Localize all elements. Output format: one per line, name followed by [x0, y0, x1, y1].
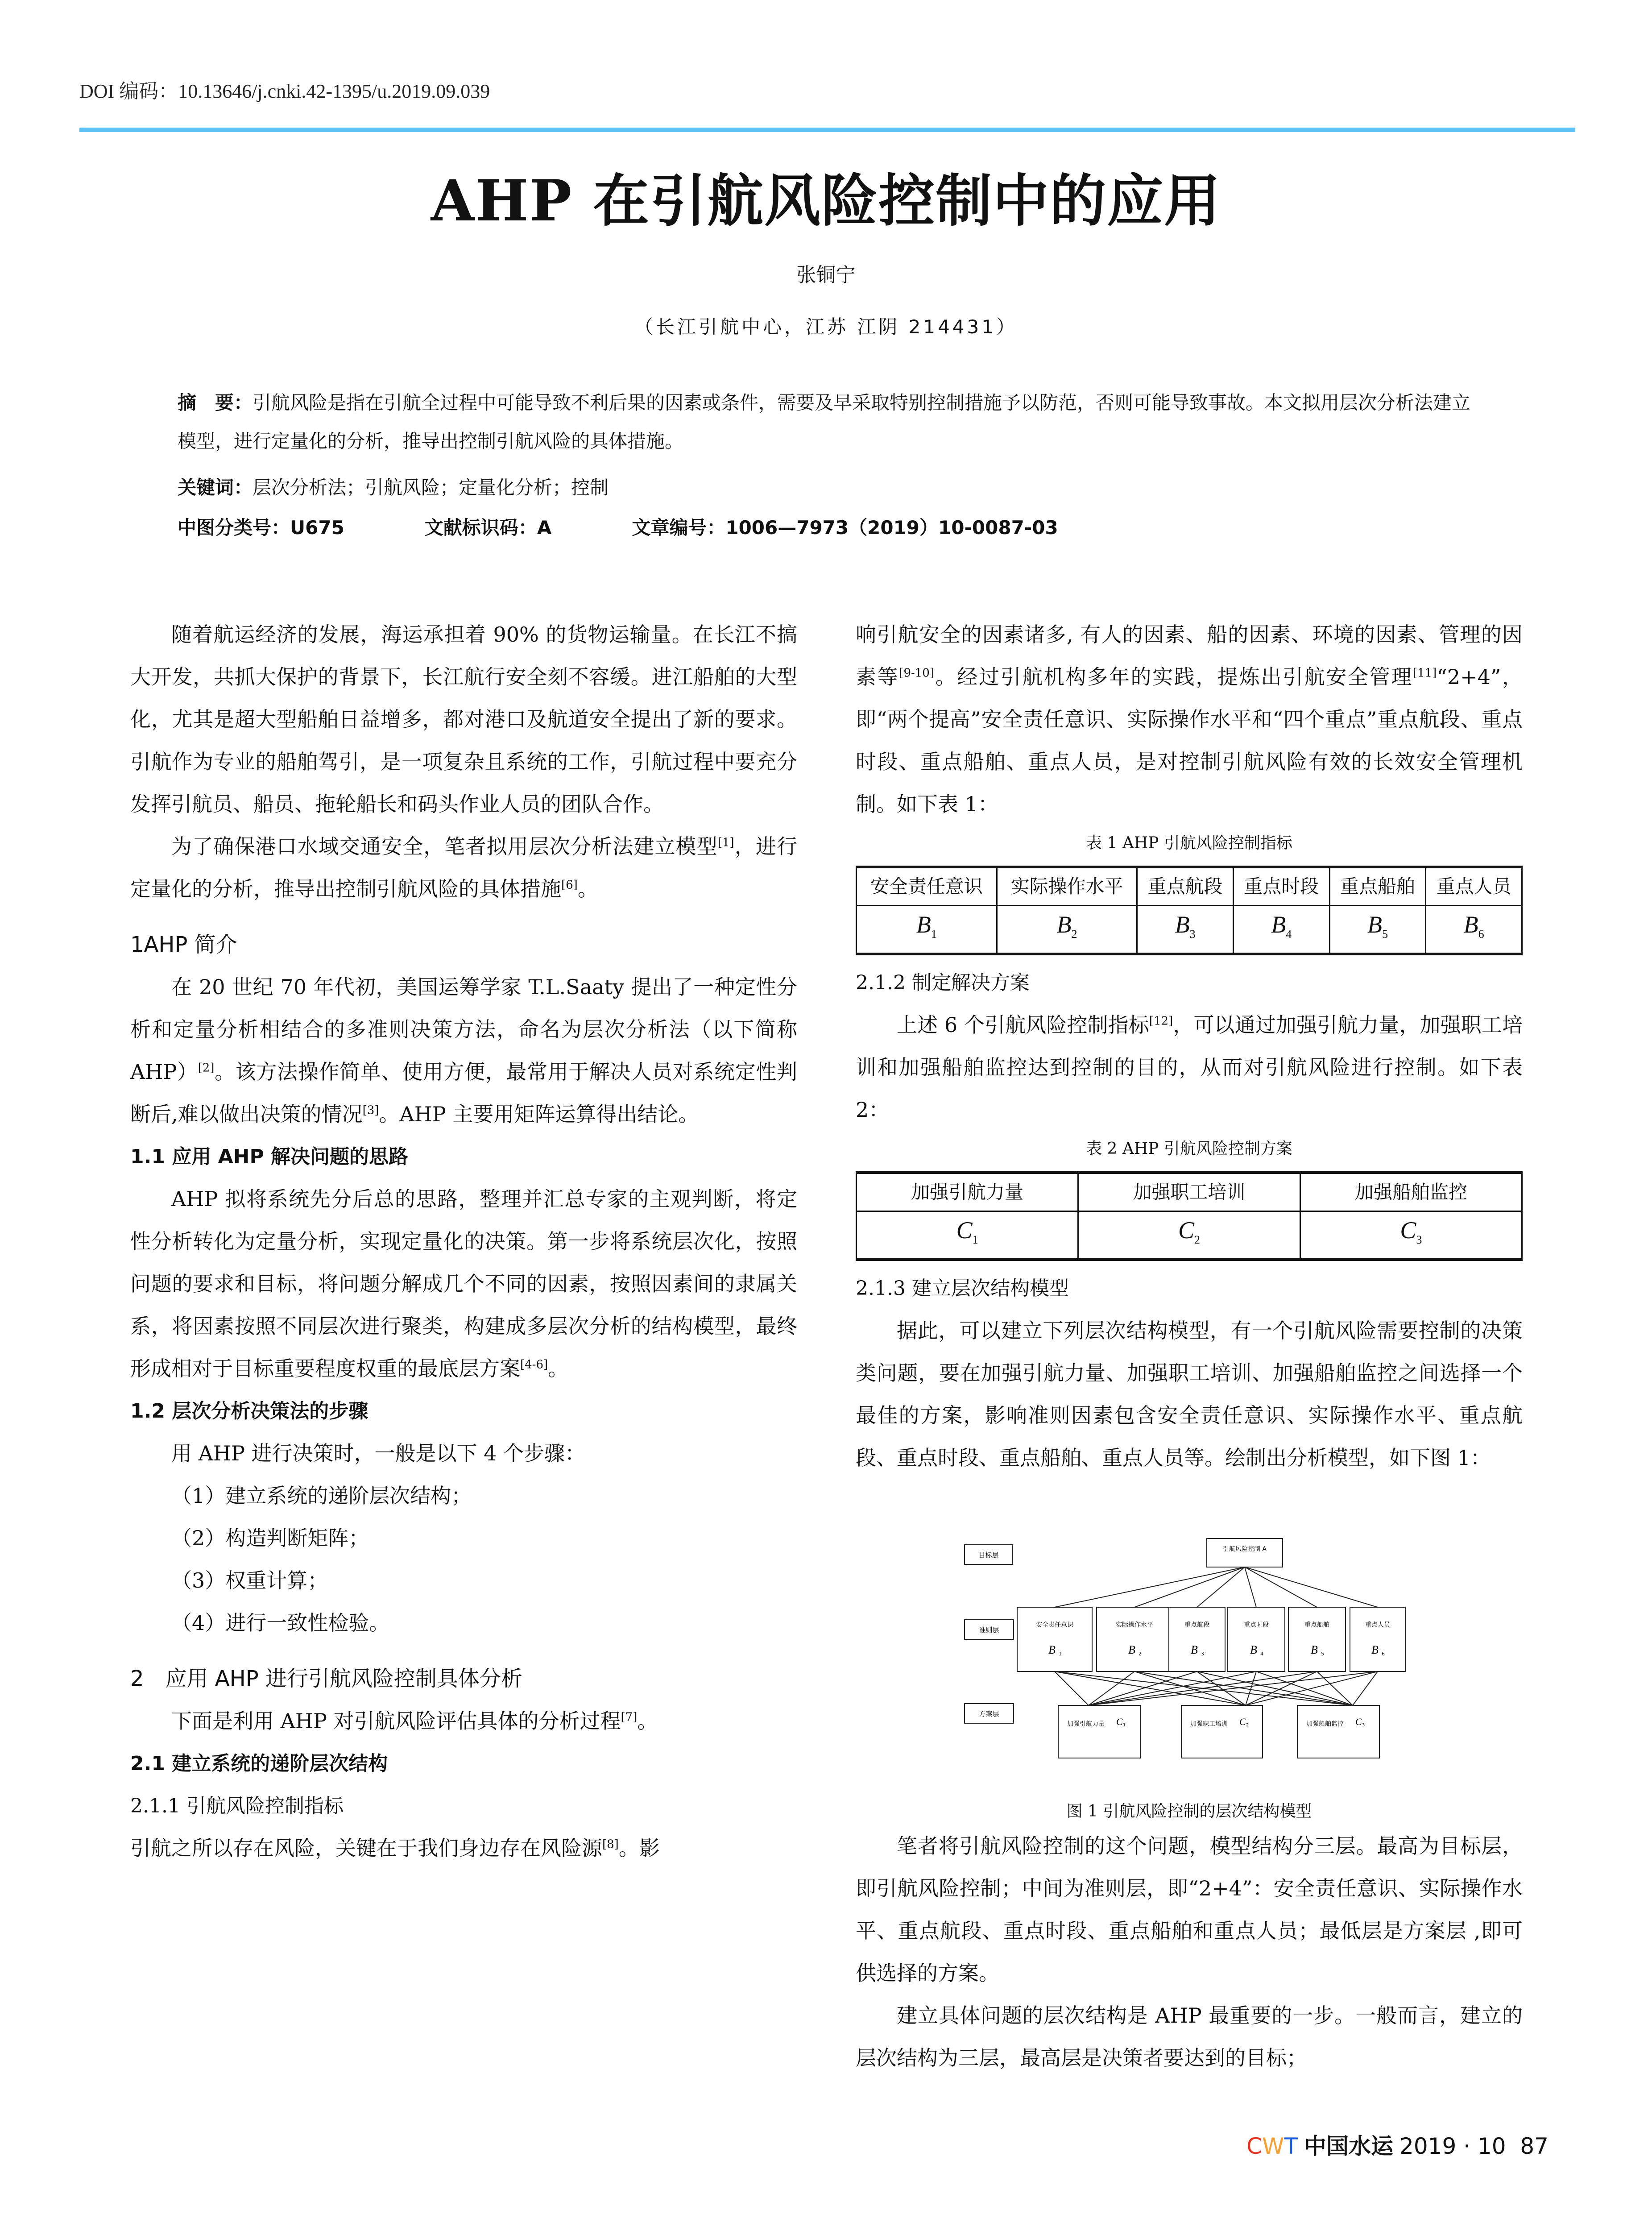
abstract-text: 引航风险是指在引航全过程中可能导致不利后果的因素或条件，需要及早采取特别控制措施予以防范，否则可能导致事故。本文拟用层次分析法建立模型，进行定量化的分析，推导出控制引航风险的具体措施。 [178, 392, 1471, 452]
section-1-2-intro: 用 AHP 进行决策时，一般是以下 4 个步骤： [171, 1441, 586, 1465]
table-cell: 重点航段 [1137, 867, 1234, 906]
criteria-nodes [1017, 1607, 1405, 1671]
criterion-node [1350, 1607, 1405, 1671]
text: ，进行定量化的分析，推导出控制引航风险的具体措施 [130, 834, 798, 901]
header-rule [79, 128, 1575, 132]
criterion-label: 重点船舶 [1304, 1621, 1329, 1629]
issue: 2019 · 10 [1399, 2133, 1506, 2159]
citation-ref[interactable]: [4-6] [520, 1358, 548, 1372]
section-2-heading: 2 应用 AHP 进行引航风险控制具体分析 [130, 1666, 522, 1691]
journal-name: 中国水运 [1304, 2133, 1394, 2159]
criterion-subscript: 4 [1260, 1651, 1263, 1657]
table-1-caption: 表 1 AHP 引航风险控制指标 [1086, 834, 1292, 852]
logo-letter-w: W [1262, 2133, 1284, 2159]
intro-paragraph-2 [130, 825, 797, 910]
citation-ref[interactable]: [8] [602, 1837, 619, 1851]
table-cell [1329, 906, 1426, 954]
criterion-symbol: B [1250, 1643, 1257, 1656]
section-1-2-heading: 1.2 层次分析决策法的步骤 [130, 1400, 368, 1422]
section-2-1-1-paragraph [130, 1827, 797, 1870]
table-cell: 重点船舶 [1329, 867, 1426, 906]
criterion-node [1288, 1607, 1346, 1671]
text: 响引航安全的因素诸多, 有人的因素、船的因素、环境的因素、管理的因素等 [856, 622, 1523, 689]
text: 。影 [618, 1836, 660, 1860]
symbol: B [916, 911, 931, 938]
article-title: AHP 在引航风险控制中的应用 [431, 168, 1221, 234]
table-cell: 重点时段 [1233, 867, 1329, 906]
abstract-label: 摘 要： [178, 392, 253, 414]
criterion-label: 重点时段 [1244, 1621, 1269, 1629]
subscript: 6 [1478, 927, 1484, 941]
citation-ref[interactable]: [3] [362, 1103, 379, 1117]
criterion-label: 安全责任意识 [1036, 1621, 1073, 1629]
criterion-alternative-edge [1134, 1671, 1353, 1705]
text: 。AHP 主要用矩阵运算得出结论。 [379, 1102, 699, 1126]
text: 。经过引航机构多年的实践，提炼出引航安全管理 [934, 665, 1413, 689]
table-row [857, 906, 1522, 954]
doi-value[interactable]: 10.13646/j.cnki.42-1395/u.2019.09.039 [178, 80, 490, 102]
citation-ref[interactable]: [9-10] [899, 666, 934, 680]
citation-ref[interactable]: [6] [561, 878, 578, 892]
text: 。 [637, 1709, 658, 1733]
criterion-label: 重点人员 [1365, 1621, 1390, 1629]
text: 上述 6 个引航风险控制指标 [897, 1012, 1149, 1037]
criterion-alternative-edge [1197, 1671, 1353, 1705]
text: ，可以通过加强引航力量，加强职工培训和加强船舶监控达到控制的目的，从而对引航风险进行控制。如下表 2： [856, 1012, 1523, 1122]
alternative-subscript: 2 [1246, 1723, 1249, 1728]
criterion-node [1017, 1607, 1092, 1671]
logo-letter-t: T [1284, 2133, 1298, 2159]
doc-code-value: A [537, 517, 552, 539]
section-2-1-heading: 2.1 建立系统的递阶层次结构 [130, 1752, 388, 1775]
alternative-label: 加强船舶监控 [1306, 1721, 1344, 1728]
text: “2+4”，即“两个提高”安全责任意识、实际操作水平和“四个重点”重点航段、重点时段、重点船舶、重点人员，是对控制引航风险有效的长效安全管理机制。如下表 1： [856, 665, 1523, 816]
alternative-nodes [1058, 1705, 1379, 1758]
table-cell [857, 906, 997, 954]
table-header-row [857, 867, 1522, 906]
alternative-symbol: C [1116, 1716, 1123, 1727]
alternative-node [1181, 1705, 1263, 1758]
layer-label-alternatives: 方案层 [979, 1710, 999, 1718]
step-item: （2）构造判断矩阵； [171, 1526, 369, 1550]
subscript: 3 [1189, 927, 1196, 941]
table-cell [1078, 1211, 1300, 1259]
text: 为了确保港口水域交通安全，笔者拟用层次分析法建立模型 [171, 834, 718, 858]
section-2-1-2-heading: 2.1.2 制定解决方案 [856, 971, 1030, 994]
abstract [178, 384, 1489, 460]
section-1-1-heading: 1.1 应用 AHP 解决问题的思路 [130, 1145, 409, 1168]
goal-criterion-edge [1055, 1567, 1245, 1607]
section-2-1-2-paragraph [856, 1004, 1523, 1131]
doi-line [79, 75, 490, 104]
criterion-node [1169, 1607, 1225, 1671]
subscript: 1 [931, 927, 937, 941]
logo-letter-c: C [1246, 2133, 1263, 2159]
keywords [178, 469, 1489, 507]
text: AHP 拟将系统先分后总的思路，整理并汇总专家的主观判断，将定性分析转化为定量分析，实现定量化的决策。第一步将系统层次化，按照问题的要求和目标，将问题分解成几个不同的因素，按照因素间的隶属关系，将因素按照不同层次进行聚类，构建成多层次分析的结构模型，最终形成相对于目标重要程度权重的最底层方案 [130, 1187, 797, 1381]
table-1 [856, 866, 1523, 955]
symbol: B [1175, 911, 1190, 938]
goal-criterion-edge [1245, 1567, 1317, 1607]
table-2 [856, 1171, 1523, 1261]
alternative-node [1058, 1705, 1140, 1758]
step-item: （3）权重计算； [171, 1568, 328, 1592]
step-item: （1）建立系统的递阶层次结构； [171, 1484, 472, 1508]
section-2-1-3-paragraph: 据此，可以建立下列层次结构模型，有一个引航风险需要控制的决策类问题，要在加强引航力量、加强职工培训、加强船舶监控之间选择一个最佳的方案，影响准则因素包含安全责任意识、实际操作水平、重点航段、重点时段、重点船舶、重点人员等。绘制出分析模型，如下图 1： [856, 1318, 1523, 1470]
criterion-label: 重点航段 [1184, 1621, 1209, 1629]
clc-value: U675 [290, 517, 344, 539]
page-number: 87 [1520, 2133, 1548, 2159]
criterion-symbol: B [1371, 1643, 1379, 1656]
table-cell: 加强船舶监控 [1300, 1173, 1522, 1211]
alternative-node [1297, 1705, 1379, 1758]
alternative-symbol: C [1239, 1716, 1246, 1727]
left-column [130, 614, 797, 1870]
text: 。 [548, 1356, 569, 1381]
criterion-subscript: 1 [1059, 1651, 1062, 1657]
clc-label: 中图分类号： [178, 517, 290, 539]
criterion-symbol: B [1048, 1643, 1056, 1656]
hierarchy-diagram [955, 1530, 1419, 1762]
doc-code-label: 文献标识码： [424, 517, 537, 539]
text: 。 [577, 877, 598, 901]
figure-1-caption: 图 1 引航风险控制的层次结构模型 [1066, 1802, 1312, 1820]
table-cell [997, 906, 1137, 954]
right-column [856, 614, 1523, 1479]
citation-ref[interactable]: [1] [717, 836, 734, 850]
goal-criterion-edge [1245, 1567, 1256, 1607]
layer-label-goal: 目标层 [978, 1551, 999, 1559]
section-2-paragraph [130, 1700, 797, 1742]
text: 。该方法操作简单、使用方便，最常用于解决人员对系统定性判断后,难以做出决策的情况 [130, 1060, 798, 1126]
section-1-paragraph [130, 966, 797, 1136]
goal-node [1207, 1538, 1283, 1567]
criterion-symbol: B [1191, 1643, 1198, 1656]
subscript: 4 [1286, 927, 1292, 941]
subscript: 2 [1071, 927, 1077, 941]
goal-label: 引航风险控制 A [1222, 1546, 1267, 1553]
criterion-symbol: B [1128, 1643, 1135, 1656]
text: 在 20 世纪 70 年代初，美国运筹学家 T.L.Saaty 提出了一种定性分析和定量分析相结合的多准则决策方法，命名为层次分析法（以下简称 AHP） [130, 975, 797, 1084]
article-no-label: 文章编号： [632, 517, 726, 539]
criterion-subscript: 3 [1201, 1651, 1204, 1657]
page-footer [1246, 2128, 1548, 2161]
table-cell: 重点人员 [1426, 867, 1522, 906]
citation-ref[interactable]: [2] [198, 1061, 215, 1075]
citation-ref[interactable]: [7] [621, 1710, 638, 1724]
continued-paragraph [856, 614, 1523, 825]
subscript: 2 [1194, 1233, 1200, 1246]
symbol: C [1178, 1216, 1194, 1244]
doi-label: DOI 编码： [79, 80, 178, 102]
intro-paragraph-1: 随着航运经济的发展，海运承担着 90% 的货物运输量。在长江不搞大开发，共抓大保护的背景下，长江航行安全刻不容缓。进江船舶的大型化，尤其是超大型船舶日益增多，都对港口及航道安全提出了新的要求。引航作为专业的船舶驾引，是一项复杂且系统的工作，引航过程中要充分发挥引航员、船员、拖轮船长和码头作业人员的团队合作。 [130, 622, 797, 816]
step-item: （4）进行一致性检验。 [171, 1611, 390, 1635]
criterion-node [1097, 1607, 1172, 1671]
subscript: 5 [1382, 927, 1388, 941]
layer-label-criteria: 准则层 [979, 1626, 999, 1634]
table-cell [1426, 906, 1522, 954]
layer-explanation-paragraph: 笔者将引航风险控制的这个问题，模型结构分三层。最高为目标层，即引航风险控制；中间为准则层，即“2+4”：安全责任意识、实际操作水平、重点航段、重点时段、重点船舶和重点人员；最低层是方案层 ,即可供选择的方案。 [856, 1834, 1523, 1985]
table-row [857, 1211, 1522, 1259]
criterion-subscript: 2 [1139, 1651, 1142, 1657]
section-1-1-paragraph [130, 1178, 797, 1390]
citation-ref[interactable]: [12] [1149, 1014, 1173, 1028]
alternative-subscript: 1 [1123, 1723, 1126, 1728]
table-cell [857, 1211, 1078, 1259]
alternative-symbol: C [1355, 1716, 1362, 1727]
alternative-label: 加强职工培训 [1190, 1721, 1228, 1728]
table-cell: 加强引航力量 [857, 1173, 1078, 1211]
affiliation: （长江引航中心，江苏 江阴 214431） [634, 316, 1018, 338]
criterion-subscript: 6 [1382, 1651, 1385, 1657]
criterion-symbol: B [1311, 1643, 1318, 1656]
criterion-label: 实际操作水平 [1116, 1621, 1153, 1629]
criterion-alternative-edge [1246, 1671, 1256, 1705]
alternative-label: 加强引航力量 [1067, 1721, 1105, 1728]
keywords-text: 层次分析法；引航风险；定量化分析；控制 [253, 477, 609, 498]
symbol: B [1271, 911, 1286, 938]
text: 引航之所以存在风险，关键在于我们身边存在风险源 [130, 1836, 602, 1860]
table-cell: 加强职工培训 [1078, 1173, 1300, 1211]
section-2-1-3-heading: 2.1.3 建立层次结构模型 [856, 1277, 1069, 1300]
goal-criterion-edge [1197, 1567, 1245, 1607]
author-name: 张铜宁 [796, 264, 856, 286]
article-no-value: 1006—7973（2019）10-0087-03 [725, 517, 1058, 539]
table-cell [1137, 906, 1234, 954]
table-2-caption: 表 2 AHP 引航风险控制方案 [1086, 1139, 1292, 1158]
classification-line [178, 509, 1489, 547]
keywords-label: 关键词： [178, 477, 253, 498]
goal-criterion-edge [1245, 1567, 1378, 1607]
right-column-lower [856, 1825, 1523, 2079]
hierarchy-importance-paragraph: 建立具体问题的层次结构是 AHP 最重要的一步。一般而言，建立的层次结构为三层，最高层是决策者要达到的目标； [856, 2003, 1523, 2070]
criterion-subscript: 5 [1321, 1651, 1324, 1657]
symbol: C [1400, 1216, 1416, 1244]
section-1-heading: 1AHP 简介 [130, 932, 237, 957]
symbol: B [1367, 911, 1382, 938]
criterion-alternative-edge [1089, 1671, 1317, 1705]
text: 下面是利用 AHP 对引航风险评估具体的分析过程 [171, 1709, 621, 1733]
alternative-subscript: 3 [1362, 1723, 1365, 1728]
table-cell: 安全责任意识 [857, 867, 997, 906]
section-2-1-1-heading: 2.1.1 引航风险控制指标 [130, 1795, 344, 1817]
subscript: 3 [1416, 1233, 1422, 1246]
symbol: B [1463, 911, 1478, 938]
table-cell [1300, 1211, 1522, 1259]
citation-ref[interactable]: [11] [1412, 666, 1437, 680]
subscript: 1 [972, 1233, 978, 1246]
symbol: B [1056, 911, 1072, 938]
table-header-row [857, 1173, 1522, 1211]
criterion-node [1228, 1607, 1285, 1671]
table-cell: 实际操作水平 [997, 867, 1137, 906]
table-cell [1233, 906, 1329, 954]
criterion-alternative-edge [1089, 1671, 1197, 1705]
symbol: C [956, 1216, 973, 1244]
